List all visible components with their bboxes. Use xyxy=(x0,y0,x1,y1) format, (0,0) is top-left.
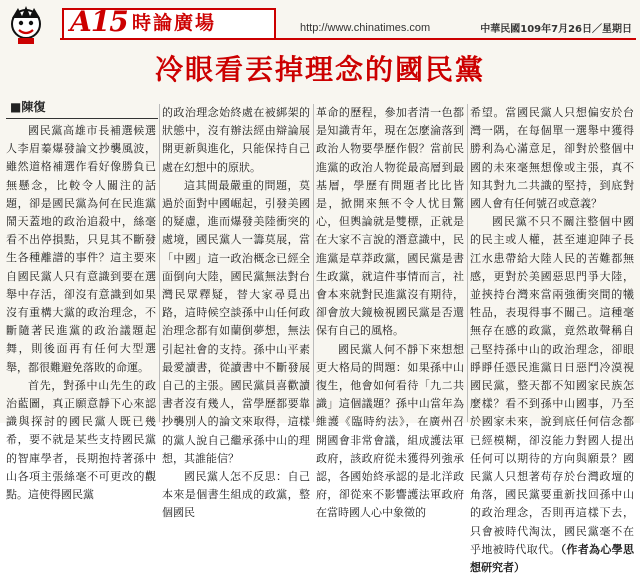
column-divider xyxy=(159,104,160,422)
column-divider xyxy=(467,104,468,422)
paragraph: 首先，對孫中山先生的政治藍圖，真正願意靜下心來認識與探討的國民黨人既已幾希，要不就是某些支持國民黨的智庫學者，長期抱持著孫中山各項主張絲毫不可更改的觀點。這使得國民黨 xyxy=(6,378,156,502)
paragraph: 國民黨高雄市長補選候選人李眉蓁爆發論文抄襲風波，雖然道格補選作看好像勝負已無懸念，比較令人關注的話題，卻是國民黨為何在民進黨鬧天蓋地的政治追殺中，絲毫看不出停損點，只見其不斷發生各種離譜的事件？這主要來自國民黨人只有意識到要在選舉中存活，卻沒有意識到如果沒有重構大黨的政治理念，不斷隨著民進黨的政治議題起舞，則後面再有任何大型選舉，都很難避免落敗的命運。 xyxy=(6,124,156,374)
article-column-2 xyxy=(162,104,310,520)
publication-date: 中華民國109年7月26日／星期日 xyxy=(480,24,632,35)
paragraph: 革命的歷程，參加者清一色都是知識青年，現在怎麼淪落到政治人物要學歷作假？當前民進黨的政治人物從最高層到最基層，學歷有問題者比比皆是，掀開來無不令人忧目驚心，但輿論就是雙標，正就是在大家不言說的潛意識中，民進黨是草莽政黨，國民黨是書生政黨，就這件事情而言，社會本來就對民進黨沒有期待，卻會放大鏡檢視國民黨是否還保有自己的風格。 xyxy=(316,106,464,338)
paragraph-text: 國民黨不只不關注整個中國的民主或人權，甚至連迎陣子長江水患帶給大陸人民的苦難都無感，更對於美國惡思門爭大陸，並挾持台灣來當兩強衝突間的犧牲品，表現得事不關己。這種毫無存在感的政黨，竟然敢聲稱自己堅持孫中山的政治理念，卻眼睜睜任憑民進黨日日惡鬥冷漠視國民黨，整天都不知國家民族怎麼樣？看不到孫中山國事，乃至於國家未來，說到底任何信念都已經模糊，卻沒能力對國人提出任何可以期待的方向與願景？國民黨人只想著苟存於台灣政壇的角落，國民黨要重新找回孫中山的政治理念，否則再這樣下去，只會被時代淘汰，國民黨毫不在乎地被時代取代。 xyxy=(470,215,634,556)
paragraph xyxy=(470,213,634,577)
article-byline: ■陳復 xyxy=(10,100,46,114)
article-column-4 xyxy=(470,104,635,575)
section-number: A15 xyxy=(70,5,128,38)
page-header xyxy=(0,0,640,40)
website-url: http://www.chinatimes.com xyxy=(300,22,431,34)
header-rule xyxy=(60,38,636,40)
paragraph: 這其間最嚴重的問題，莫過於面對中國崛起，引發美國的疑慮，進而爆發美陸衝突的處境，國民黨人一籌莫展，當「中國」這一政治概念已經全面倒向大陸，國民黨無法對台灣民眾釋疑，替大家尋覓出路，這時候空談孫中山任何政治理念都有如蘭倒夢想，無法引起社會的支持。孫中山平素最愛讀書，從讀書中不斷發展自己的主張。國民黨員喜歡讀書者沒有幾人，當學歷都要靠抄襲別人的論文來取得，這樣的黨人說自己繼承孫中山的理想，其誰能信？ xyxy=(162,178,310,465)
article-headline: 冷眼看丟掉理念的國民黨 xyxy=(154,53,485,86)
mascot-logo-icon xyxy=(4,4,48,46)
paragraph: 的政治理念始終處在被綁架的狀態中，沒有辦法經由辯論展開更新與進化，只能保持自己處在幻想中的原狀。 xyxy=(162,106,310,174)
section-name: 時論廣場 xyxy=(132,12,217,34)
paragraph: 國民黨人怎不反思：自己本來是個書生組成的政黨，整個國民 xyxy=(162,470,310,520)
column-divider xyxy=(313,104,314,422)
author-signature: （作者為心學思想研究者） xyxy=(470,542,635,575)
article-column-3 xyxy=(316,104,464,520)
byline-divider xyxy=(6,118,158,119)
article-column-1 xyxy=(6,122,156,502)
paragraph: 國民黨人何不靜下來想想更大格局的問題：如果孫中山復生，他會如何看待「九二共識」這個議題？孫中山當年為維護《臨時約法》，在廣州召開國會非常會議，組成護法軍政府，該政府從未獲得列強承認，各國始終承認的是北洋政府，卻從來不影響護法軍政府在當時國人心中象徵的 xyxy=(316,342,464,520)
paragraph: 希望。當國民黨人只想偏安於台灣一隅，在每個單一選舉中獲得勝利為心滿意足，卻對於整個中國的未來毫無想像或主張，真不知其對九二共識的堅持，到底對國人會有任何號召或意義？ xyxy=(470,106,634,211)
